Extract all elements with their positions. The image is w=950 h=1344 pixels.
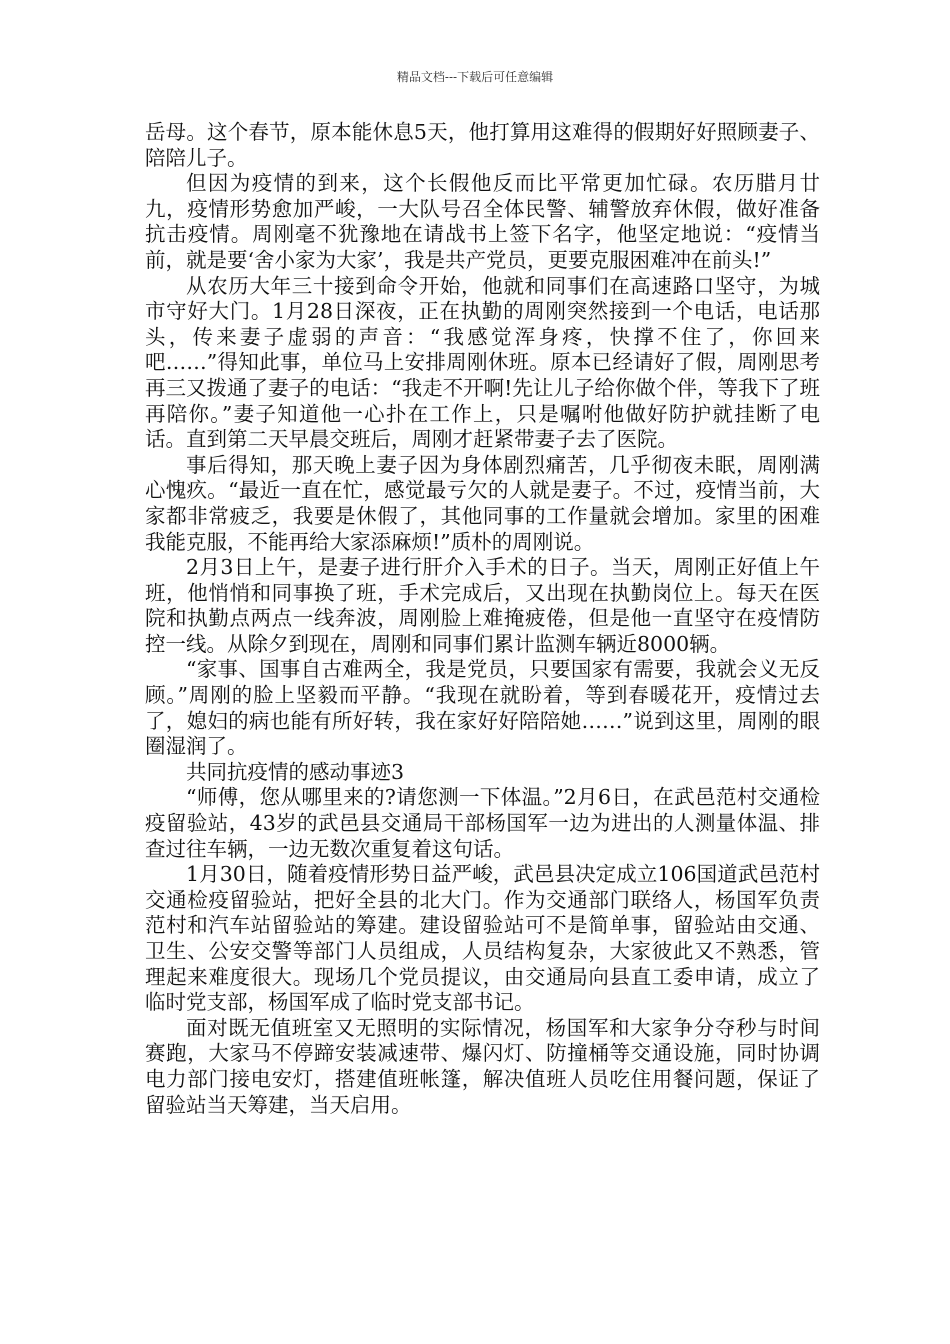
section-heading: 共同抗疫情的感动事迹3 — [186, 759, 405, 784]
paragraph: 2月3日上午，是妻子进行肝介入手术的日子。当天，周刚正好值上午班，他悄悄和同事换了班，手术完成后，又出现在执勤岗位上。每天在医院和执勤点两点一线奔波，周刚脸上难掩疲倦，但是他一直坚守在疫情防控一线。从除夕到现在，周刚和同事们累计监测车辆近8000辆。 — [145, 555, 820, 656]
paragraph: “家事、国事自古难两全，我是党员，只要国家有需要，我就会义无反顾。”周刚的脸上坚毅而平静。“我现在就盼着，等到春暖花开，疫情过去了，媳妇的病也能有所好转，我在家好好陪陪她……”说到这里，周刚的眼圈湿润了。 — [145, 657, 820, 759]
document-body — [145, 120, 820, 1118]
paragraph: 面对既无值班室又无照明的实际情况，杨国军和大家争分夺秒与时间赛跑，大家马不停蹄安装减速带、爆闪灯、防撞桶等交通设施，同时协调电力部门接电安灯，搭建值班帐篷，解决值班人员吃住用餐问题，保证了留验站当天筹建，当天启用。 — [145, 1015, 820, 1117]
paragraph: 但因为疫情的到来，这个长假他反而比平常更加忙碌。农历腊月廿九，疫情形势愈加严峻，一大队号召全体民警、辅警放弃休假，做好准备抗击疫情。周刚毫不犹豫地在请战书上签下名字，他坚定地说：“疫情当前，就是要‘舍小家为大家’，我是共产党员，更要克服困难冲在前头!” — [145, 171, 820, 272]
paragraph: 从农历大年三十接到命令开始，他就和同事们在高速路口坚守，为城市守好大门。1月28日深夜，正在执勤的周刚突然接到一个电话，电话那头，传来妻子虚弱的声音：“我感觉浑身疼，快撑不住了，你回来吧……”得知此事，单位马上安排周刚休班。原本已经请好了假，周刚思考再三又拨通了妻子的电话：“我走不开啊!先让儿子给你做个伴，等我下了班再陪你。”妻子知道他一心扑在工作上，只是嘱咐他做好防护就挂断了电话。直到第二天早晨交班后，周刚才赶紧带妻子去了医院。 — [145, 273, 820, 452]
page-header: 精品文档---下载后可任意编辑 — [396, 70, 554, 84]
paragraph: “师傅，您从哪里来的?请您测一下体温。”2月6日，在武邑范村交通检疫留验站，43岁的武邑县交通局干部杨国军一边为进出的人测量体温、排查过往车辆，一边无数次重复着这句话。 — [145, 785, 820, 861]
paragraph: 岳母。这个春节，原本能休息5天，他打算用这难得的假期好好照顾妻子、陪陪儿子。 — [145, 120, 820, 170]
paragraph: 事后得知，那天晚上妻子因为身体剧烈痛苦，几乎彻夜未眠，周刚满心愧疚。“最近一直在忙，感觉最亏欠的人就是妻子。不过，疫情当前，大家都非常疲乏，我要是休假了，其他同事的工作量就会增加。家里的困难我能克服，不能再给大家添麻烦!”质朴的周刚说。 — [145, 452, 820, 554]
paragraph: 1月30日，随着疫情形势日益严峻，武邑县决定成立106国道武邑范村交通检疫留验站，把好全县的北大门。作为交通部门联络人，杨国军负责范村和汽车站留验站的筹建。建设留验站可不是简单事，留验站由交通、卫生、公安交警等部门人员组成，人员结构复杂，大家彼此又不熟悉，管理起来难度很大。现场几个党员提议，由交通局向县直工委申请，成立了临时党支部，杨国军成了临时党支部书记。 — [145, 862, 820, 1015]
